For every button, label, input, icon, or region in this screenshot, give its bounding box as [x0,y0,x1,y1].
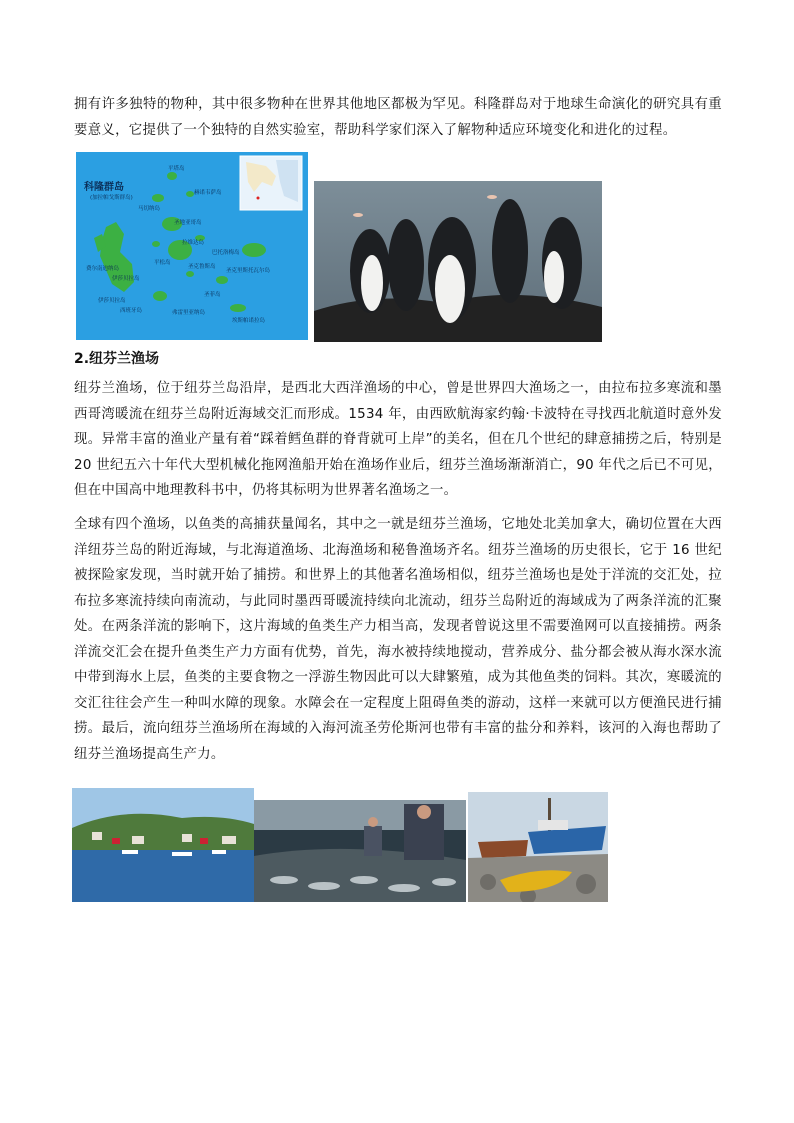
map-label: 圣克里斯托瓦尔岛 [226,268,271,274]
map-label: 圣克鲁斯岛 [188,264,216,270]
map-label: 西班牙岛 [120,308,143,314]
map-label: 巴托洛梅岛 [212,250,240,256]
map-label: 平塔岛 [168,166,185,172]
map-label: 弗雷里亚纳岛 [172,310,206,316]
map-subtitle: (加拉帕戈斯群岛) [90,195,133,201]
penguins-photo [314,181,602,342]
map-label: 拉维达岛 [182,240,205,246]
map-label: 平松岛 [154,260,171,266]
map-label: 费尔南迪纳岛 [86,266,120,272]
paragraph-newfoundland-intro: 纽芬兰渔场，位于纽芬兰岛沿岸，是西北大西洋渔场的中心，曾是世界四大渔场之一，由拉布拉多寒流和墨西哥湾暖流在纽芬兰岛附近海域交汇而形成。1534 年，由西欧航海家约翰·卡波特在寻找西北航道时意外发现。异常丰富的渔业产量有着“踩着鳕鱼群的脊背就可上岸”的美名，但在几个世纪的肆意捕捞之后，特别是 20 世纪五六十年代大型机械化拖网渔船开始在渔场作业后，纽芬兰渔场渐渐消亡，90 年代之后已不可见，但在中国高中地理教科书中，仍将其标明为世界著名渔场之一。 [74,381,722,498]
harbor-photo [72,788,254,902]
section-heading: 2.纽芬兰渔场 [74,351,160,367]
map-label: 马切纳岛 [138,206,161,212]
galapagos-map-image [76,152,308,340]
intro-paragraph: 拥有许多独特的物种，其中很多物种在世界其他地区都极为罕见。科隆群岛对于地球生命演化的研究具有重要意义，它提供了一个独特的自然实验室，帮助科学家们深入了解物种适应环境变化和进化的过程。 [74,97,722,138]
map-label: 伊莎贝拉岛 [112,276,140,282]
map-label: 伊莎贝拉岛 [98,298,126,304]
fishing-photo [254,800,466,902]
map-title: 科隆群岛 [84,182,124,193]
boats-photo [468,792,608,902]
map-label: 埃斯帕诺拉岛 [232,318,266,324]
paragraph-newfoundland-fishery: 全球有四个渔场，以鱼类的高捕获量闻名，其中之一就是纽芬兰渔场，它地处北美加拿大，确切位置在大西洋纽芬兰岛的附近海域，与北海道渔场、北海渔场和秘鲁渔场齐名。纽芬兰渔场的历史很长，它于 16 世纪被探险家发现，当时就开始了捕捞。和世界上的其他著名渔场相似，纽芬兰渔场也是处于洋流的交汇处，拉布拉多寒流持续向南流动，与此同时墨西哥暖流持续向北流动，纽芬兰岛附近的海域成为了两条洋流的汇聚处。在两条洋流的影响下，这片海域的鱼类生产力相当高，发现者曾说这里不需要渔网可以直接捕捞。两条洋流交汇会在提升鱼类生产力方面有优势，首先，海水被持续地搅动，营养成分、盐分都会被从海水深水流中带到海水上层，鱼类的主要食物之一浮游生物因此可以大肆繁殖，成为其他鱼类的饲料。其次，寒暖流的交汇往往会产生一种叫水障的现象。水障会在一定程度上阻碍鱼类的游动，这样一来就可以方便渔民进行捕捞。最后，流向纽芬兰渔场所在海域的入海河流圣劳伦斯河也带有丰富的盐分和养料，该河的入海也帮助了纽芬兰渔场提高生产力。 [74,517,722,762]
map-label: 圣菲岛 [204,292,221,298]
map-label: 圣地亚哥岛 [174,220,202,226]
map-label: 赫诺韦萨岛 [194,190,222,196]
